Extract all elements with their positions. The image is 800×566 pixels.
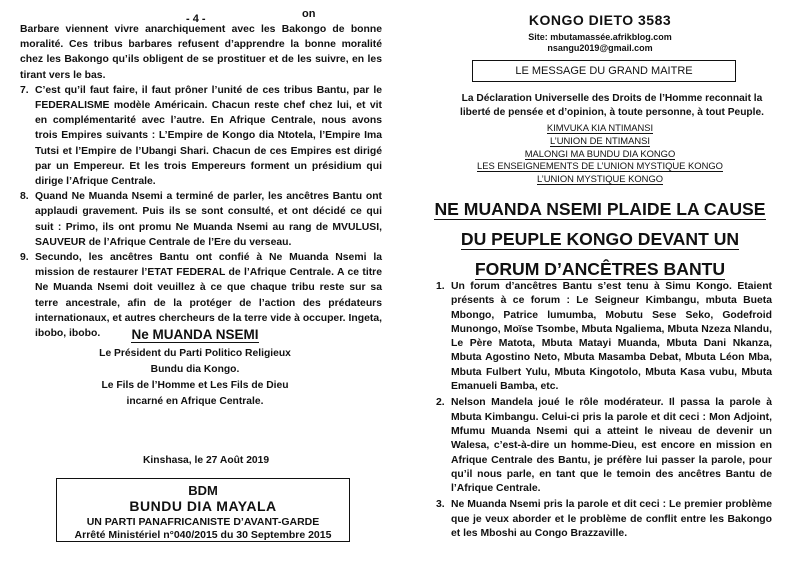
bdm-box — [56, 478, 350, 542]
list-item: 8. Quand Ne Muanda Nsemi a terminé de parler, les ancêtres Bantu ont applaudi gravement. Puis ils se sont consulté, et ont décidé ce qui suit : Primo, ils ont promu Ne Muanda Nsemi au rang de MVULUSI, SAUVEUR de l’Afrique Centrale de l’Ere du verseau. — [20, 191, 382, 248]
headline-line: NE MUANDA NSEMI PLAIDE LA CAUSE — [434, 199, 766, 219]
signature-line: incarné en Afrique Centrale. — [126, 396, 264, 407]
movement-links — [400, 122, 800, 186]
site-link[interactable]: Site: mbutamassée.afrikblog.com — [528, 32, 672, 42]
signature-line: Le Président du Parti Politico Religieux — [99, 348, 291, 359]
list-item: 1. Un forum d’ancêtres Bantu s’est tenu à Simu Kongo. Etaient présents à ce forum : Le Seigneur Kimbangu, mbuta Bueta Mbongo, Patrice lumumba, Mobutu Sese Seko, Godefroid Munongo, Moïse Tsombe, Mbuta Ngaliema, Mbuta Nzeza Nlandu, Le Père Matota, Mbuta Matayi Muanda, Mbuta Dani Nkanza, Mbuta Agostino Neto, Mbuta Masamba Debat, Mbuta Léon Mba, Mbuta Fulbert Yulu, Mbuta Kingotolo, Mbuta Kasa vubu, Mbuta Emanueli Bamba, etc. — [436, 281, 772, 393]
signature-line: Le Fils de l’Homme et Les Fils de Dieu — [101, 380, 289, 391]
right-numbered-list — [436, 280, 772, 541]
link-item[interactable]: L’UNION DE NTIMANSI — [549, 134, 650, 146]
link-item[interactable]: L’UNION MYSTIQUE KONGO — [536, 173, 664, 185]
top-fragment: on — [302, 8, 316, 20]
declaration-text: La Déclaration Universelle des Droits de l’Homme reconnait la liberté de pensée et d’opinion, à toute personne, à tout Peuple. — [460, 93, 764, 118]
headline-line: DU PEUPLE KONGO DEVANT UN — [460, 229, 740, 249]
article-headline — [400, 194, 800, 284]
bdm-slogan: UN PARTI PANAFRICANISTE D’AVANT-GARDE — [86, 516, 320, 528]
left-numbered-list — [20, 83, 382, 341]
bdm-decree: Arrêté Ministériel n°040/2015 du 30 Septembre 2015 — [74, 529, 332, 541]
right-page — [400, 0, 800, 566]
signature-block — [90, 326, 300, 410]
list-item: 3. Ne Muanda Nsemi pris la parole et dit ceci : Le premier problème que je veux aborder et le problème de conflit entre les Bakongo et les Mboshi au Congo Brazzaville. — [436, 499, 772, 540]
list-item: 7. C’est qu’il faut faire, il faut prôner l’unité de ces tribus Bantu, par le FEDERALISME modèle Américain. Chacun reste chef chez lui, et vit en complémentarité avec l’autre. En Afrique Centrale, nous avons trois Empires suivants : L’Empire de Kongo dia Ntotela, l’Empire Ima Tutsi et l’Empire de l’Ubangi Shari. Chacun de ces Empires est dirigé par un Empereur. Et les trois Empereurs forment un présidium qui dirige l’Afrique Centrale. — [20, 84, 382, 188]
signature-line: Bundu dia Kongo. — [150, 364, 240, 375]
link-item[interactable]: LES ENSEIGNEMENTS DE L’UNION MYSTIQUE KONGO — [477, 160, 723, 172]
headline-line: FORUM D’ANCÊTRES BANTU — [474, 259, 726, 279]
contact-info — [400, 32, 800, 54]
bdm-acronym: BDM — [188, 483, 218, 498]
bdm-name: BUNDU DIA MAYALA — [129, 498, 277, 514]
newsletter-title: KONGO DIETO 3583 — [528, 12, 672, 28]
link-item[interactable]: MALONGI MA BUNDU DIA KONGO — [524, 147, 676, 159]
continuation-paragraph: Barbare viennent vivre anarchiquement avec les Bakongo de bonne moralité. Ces tribus barbares refusent d’apprendre la bonne moralité chez les Bakongo qu’ils obligent de se prostituer et de les suivre, en les tirant vers le bas. — [20, 24, 382, 81]
left-body — [20, 22, 382, 341]
right-body — [436, 280, 772, 543]
list-item: 2. Nelson Mandela joué le rôle modérateur. Il passa la parole à Mbuta Kimbangu. Celui-ci pris la parole et dit ceci : Mon Adjoint, Mfumu Muanda Nsemi qui a atteint le niveau de devenir un Walesa, c’est-à-dire un homme-Dieu, est encore en mission en Afrique Centrale des Bantu, je préfère lui passer la parole, pour qu’il nous parle, en tant que le temoin des ancêtres Bantu de l’Afrique Centrale. — [436, 397, 772, 495]
message-box: LE MESSAGE DU GRAND MAITRE — [472, 60, 736, 82]
link-item[interactable]: KIMVUKA KIA NTIMANSI — [546, 122, 654, 133]
signature-name: Ne MUANDA NSEMI — [131, 327, 259, 342]
email-link[interactable]: nsangu2019@gmail.com — [547, 43, 653, 53]
page-number: - 4 - — [186, 13, 206, 25]
list-item: 9. Secundo, les ancêtres Bantu ont confié à Ne Muanda Nsemi la mission de restaurer l’ETAT FEDERAL de l’Afrique Centrale. A ce titre Ne Muanda Nsemi doit veuillez à ce que chaque tribu reste sur sa terre ancestrale, afin de la protéger de l’action des prédateurs internationaux, et autres chercheurs de la terre vide à occuper. Ingeta, ibobo, ibobo. — [20, 252, 382, 340]
signature-date: Kinshasa, le 27 Août 2019 — [143, 455, 270, 466]
